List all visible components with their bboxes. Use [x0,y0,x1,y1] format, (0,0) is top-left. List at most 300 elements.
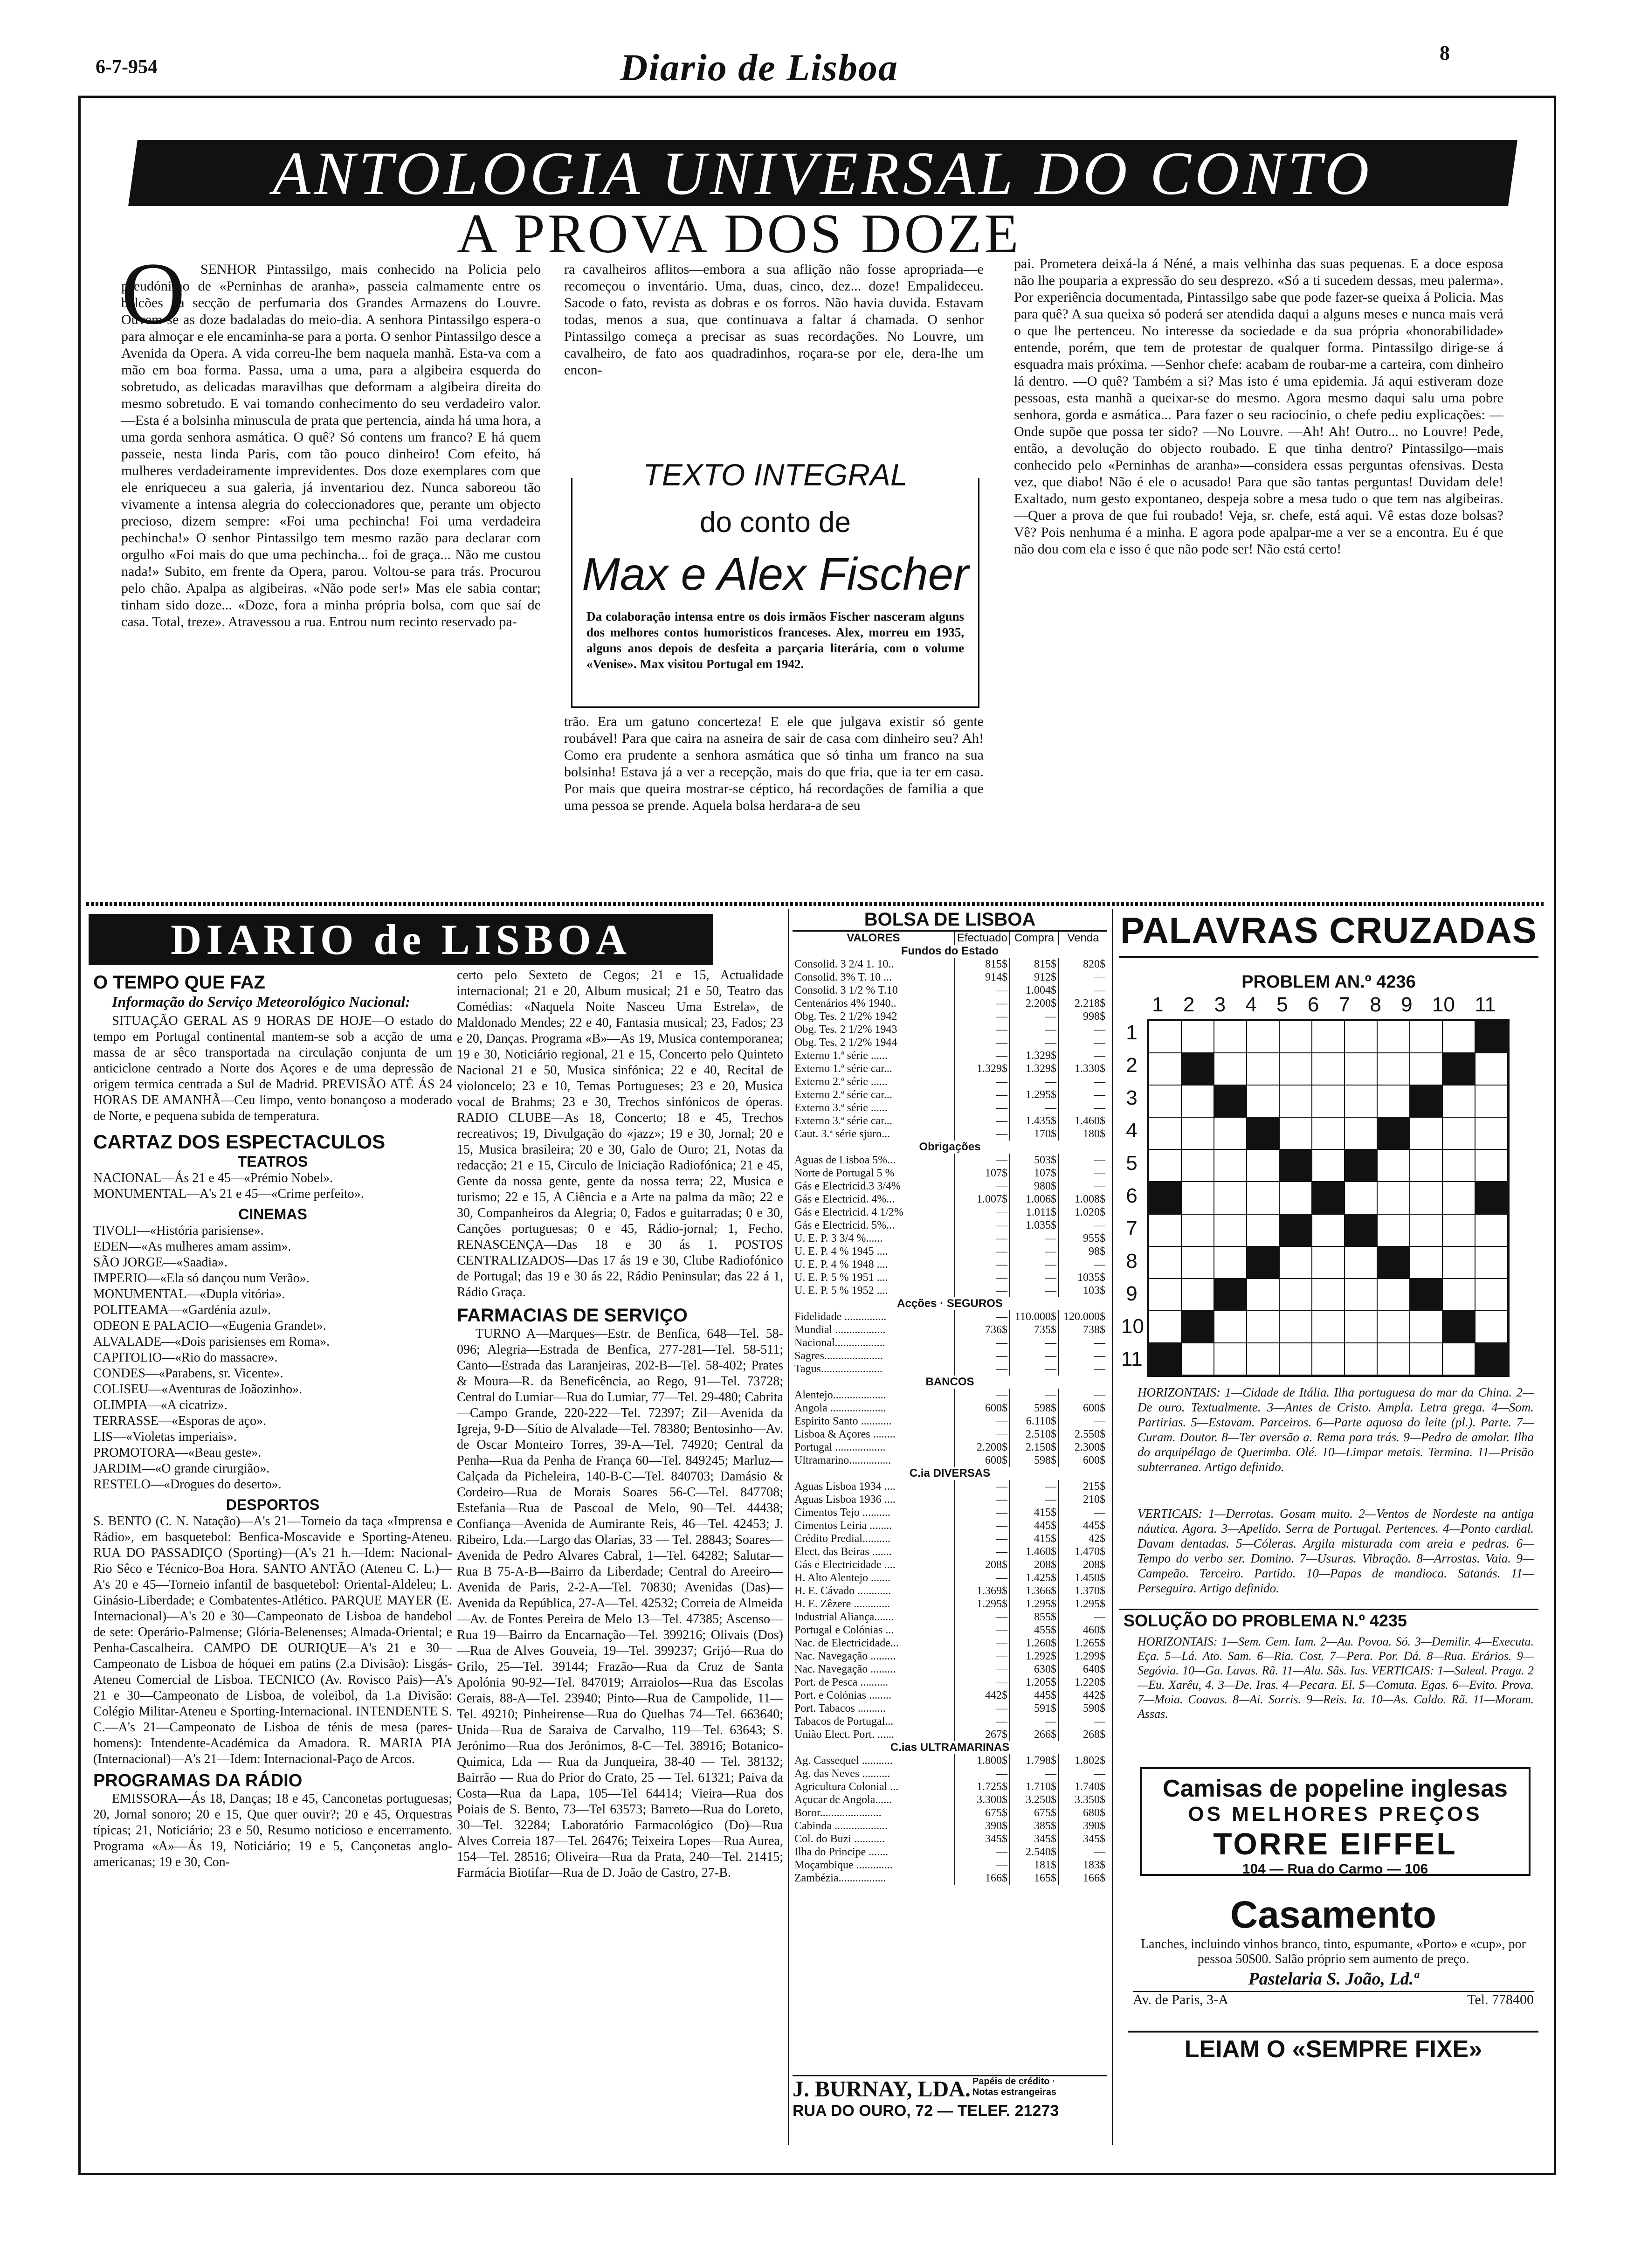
bolsa-price: — [955,1702,1010,1715]
bolsa-row [793,984,1107,997]
crossword-cell[interactable] [1345,1182,1377,1214]
bolsa-price: 208$ [955,1558,1010,1571]
crossword-cell[interactable] [1279,1279,1312,1311]
crossword-cell[interactable] [1312,1117,1345,1149]
cinema-item: EDEN—«As mulheres amam assim». [93,1239,291,1254]
crossword-column-number: 4 [1245,993,1257,1016]
crossword-cell[interactable] [1475,1117,1508,1149]
bolsa-price: — [1059,1049,1107,1062]
crossword-cell[interactable] [1312,1343,1345,1375]
crossword-cell[interactable] [1410,1311,1442,1343]
bolsa-section-name: Fundos do Estado [901,945,999,957]
bolsa-price: 442$ [955,1689,1010,1702]
crossword-cell[interactable] [1279,1246,1312,1279]
crossword-cell[interactable] [1377,1182,1410,1214]
bolsa-row [793,1780,1107,1793]
bolsa-security: Aguas Lisboa 1934 .... [794,1480,896,1493]
crossword-cell[interactable] [1442,1085,1475,1117]
cinema-item: ALVALADE—«Dois parisienses em Roma». [93,1335,330,1349]
crossword-cell[interactable] [1442,1246,1475,1279]
crossword-cell[interactable] [1410,1214,1442,1246]
crossword-black-cell [1442,1053,1475,1085]
bolsa-price: 1035$ [1059,1271,1107,1284]
bolsa-security: Gás e Electricid. 4%... [794,1193,895,1205]
crossword-cell[interactable] [1149,1246,1181,1279]
crossword-cell[interactable] [1377,1343,1410,1375]
crossword-cell[interactable] [1410,1343,1442,1375]
crossword-cell[interactable] [1247,1085,1279,1117]
bolsa-price: 1.295$ [1010,1597,1059,1611]
crossword-cell[interactable] [1475,1053,1508,1085]
bolsa-row [793,1819,1107,1832]
crossword-column-numbers [1142,993,1506,1016]
bolsa-security: Elect. das Beiras ....... [794,1546,892,1558]
crossword-cell[interactable] [1410,1053,1442,1085]
bolsa-price: 503$ [1010,1154,1059,1167]
crossword-cell[interactable] [1247,1311,1279,1343]
bolsa-price: 460$ [1059,1624,1107,1637]
bolsa-row [793,1663,1107,1676]
bolsa-row [793,1558,1107,1571]
crossword-cell[interactable] [1345,1117,1377,1149]
crossword-cell[interactable] [1345,1343,1377,1375]
crossword-cell[interactable] [1377,1279,1410,1311]
bolsa-row [793,1075,1107,1088]
bolsa-security: U. E. P. 5 % 1951 .... [794,1272,888,1284]
crossword-cell[interactable] [1475,1085,1508,1117]
bolsa-price: — [1010,1715,1059,1728]
bolsa-security: Tabacos de Portugal... [794,1715,894,1728]
crossword-cell[interactable] [1247,1182,1279,1214]
crossword-cell[interactable] [1312,1053,1345,1085]
texto-integral-box [571,457,979,708]
crossword-cell[interactable] [1442,1117,1475,1149]
bolsa-price: 166$ [955,1872,1010,1885]
crossword-black-cell [1149,1182,1181,1214]
crossword-cell[interactable] [1475,1279,1508,1311]
crossword-cell[interactable] [1377,1149,1410,1182]
bolsa-security: Espirito Santo ........... [794,1415,892,1427]
bolsa-table [793,932,1107,1885]
crossword-cell[interactable] [1214,1311,1247,1343]
crossword-cell[interactable] [1475,1311,1508,1343]
crossword-cell[interactable] [1247,1343,1279,1375]
crossword-cell[interactable] [1247,1279,1279,1311]
bolsa-price: 1.710$ [1010,1780,1059,1793]
bolsa-price: — [955,1271,1010,1284]
crossword-black-cell [1377,1246,1410,1279]
crossword-black-cell [1247,1246,1279,1279]
crossword-black-cell [1345,1149,1377,1182]
bolsa-row [793,1441,1107,1454]
solution-title: SOLUÇÃO DO PROBLEMA N.º 4235 [1124,1611,1407,1630]
bolsa-row [793,1180,1107,1193]
bolsa-price: — [955,1571,1010,1584]
crossword-cell[interactable] [1279,1021,1312,1053]
bolsa-row [793,1493,1107,1506]
bolsa-price: 1.006$ [1010,1193,1059,1206]
bolsa-price: 1.007$ [955,1193,1010,1206]
bolsa-price: — [955,1180,1010,1193]
bolsa-price: — [1010,1349,1059,1362]
crossword-cell[interactable] [1410,1149,1442,1182]
bolsa-row [793,1545,1107,1558]
crossword-cell[interactable] [1279,1117,1312,1149]
bolsa-price: 680$ [1059,1806,1107,1819]
bolsa-price: 107$ [1010,1167,1059,1180]
crossword-cell[interactable] [1377,1053,1410,1085]
bolsa-price: 215$ [1059,1480,1107,1493]
bolsa-price: — [955,1206,1010,1219]
crossword-cell[interactable] [1149,1279,1181,1311]
bolsa-security: Fidelidade ............... [794,1311,887,1323]
bolsa-security: Centenários 4% 1940.. [794,997,896,1010]
bolsa-row [793,1389,1107,1402]
bolsa-security: Aguas de Lisboa 5%... [794,1154,896,1166]
bolsa-price: 181$ [1010,1859,1059,1872]
crossword-cell[interactable] [1181,1246,1214,1279]
bolsa-price: 183$ [1059,1859,1107,1872]
crossword-black-cell [1442,1311,1475,1343]
bolsa-price: — [955,1362,1010,1376]
crossword-cell[interactable] [1442,1149,1475,1182]
crossword-cell[interactable] [1247,1149,1279,1182]
crossword-cell[interactable] [1410,1021,1442,1053]
bolsa-price: — [955,1624,1010,1637]
bolsa-price: — [955,1219,1010,1232]
bolsa-row [793,1310,1107,1323]
bolsa-row [793,1402,1107,1415]
bolsa-price: — [955,1532,1010,1545]
bolsa-price: 170$ [1010,1127,1059,1141]
crossword-cell[interactable] [1247,1214,1279,1246]
bolsa-security: Moçambique ............. [794,1859,893,1871]
page-number: 8 [1440,41,1450,64]
crossword-cell[interactable] [1345,1053,1377,1085]
crossword-cell[interactable] [1181,1021,1214,1053]
bolsa-row [793,1010,1107,1023]
bolsa-section-row [793,1297,1107,1310]
bolsa-security: Boror...................... [794,1807,882,1819]
bolsa-price: 103$ [1059,1284,1107,1297]
crossword-cell[interactable] [1345,1311,1377,1343]
casamento-address: Av. de Paris, 3-A [1133,1992,1228,2007]
bolsa-price: — [1010,1271,1059,1284]
crossword-cell[interactable] [1247,1021,1279,1053]
bolsa-price: 590$ [1059,1702,1107,1715]
crossword-cell[interactable] [1214,1214,1247,1246]
crossword-cell[interactable] [1181,1117,1214,1149]
crossword-cell[interactable] [1312,1279,1345,1311]
crossword-cell[interactable] [1312,1214,1345,1246]
left-column-a [93,972,452,2129]
bolsa-row [793,1023,1107,1036]
bolsa-price: 3.250$ [1010,1793,1059,1806]
left-column-b [457,968,783,2133]
bolsa-security: Obg. Tes. 2 1/2% 1943 [794,1023,897,1036]
bolsa-section-name: Obrigações [919,1141,981,1153]
bolsa-price: 1.425$ [1010,1571,1059,1584]
crossword-cell[interactable] [1181,1279,1214,1311]
crossword-cell[interactable] [1442,1343,1475,1375]
bolsa-row [793,1284,1107,1297]
bolsa-row [793,1480,1107,1493]
crossword-cell[interactable] [1279,1311,1312,1343]
crossword-cell[interactable] [1181,1214,1214,1246]
section-divider [86,902,1545,906]
crossword-cell[interactable] [1410,1182,1442,1214]
bolsa-row [793,1611,1107,1624]
crossword-cell[interactable] [1345,1246,1377,1279]
bolsa-price: — [955,1336,1010,1349]
bolsa-row [793,1258,1107,1271]
bolsa-security: Externo 1.ª série ...... [794,1050,888,1062]
bolsa-price: 2.200$ [955,1441,1010,1454]
crossword-black-cell [1475,1021,1508,1053]
crossword-problem: PROBLEM AN.º 4236 [1241,972,1416,992]
bolsa-price: 1.008$ [1059,1193,1107,1206]
bolsa-price: — [955,1676,1010,1689]
crossword-cell[interactable] [1475,1149,1508,1182]
crossword-cell[interactable] [1475,1246,1508,1279]
bolsa-price: 815$ [1010,958,1059,971]
burnay-name: J. BURNAY, LDA. [793,2077,971,2102]
bolsa-security: Cimentos Tejo .......... [794,1507,890,1519]
crossword-cell[interactable] [1214,1246,1247,1279]
bolsa-price: 345$ [1059,1832,1107,1846]
camisas-line-3: TORRE EIFFEL [1213,1826,1457,1861]
bolsa-security: Angola .................... [794,1402,886,1414]
crossword-cell[interactable] [1345,1085,1377,1117]
crossword-cell[interactable] [1377,1085,1410,1117]
bolsa-section-name: BANCOS [925,1376,974,1388]
crossword-cell[interactable] [1312,1149,1345,1182]
bolsa-row [793,1715,1107,1728]
bolsa-price: — [1010,1336,1059,1349]
bolsa-price: 1.295$ [1010,1088,1059,1101]
bolsa-price: 600$ [1059,1402,1107,1415]
crossword-column-number: 10 [1432,993,1455,1016]
camisas-line-1: Camisas de popeline inglesas [1163,1775,1508,1802]
bolsa-row [793,971,1107,984]
crossword-cell[interactable] [1181,1149,1214,1182]
box-authors: Max e Alex Fischer [582,548,969,600]
crossword-cell[interactable] [1149,1053,1181,1085]
bolsa-row [793,1728,1107,1741]
bolsa-price: 1.295$ [1059,1597,1107,1611]
crossword-black-cell [1377,1117,1410,1149]
crossword-cell[interactable] [1377,1311,1410,1343]
bolsa-row [793,1637,1107,1650]
bolsa-row [793,1754,1107,1767]
bolsa-row [793,1806,1107,1819]
bolsa-price: 455$ [1010,1624,1059,1637]
crossword-cell[interactable] [1214,1343,1247,1375]
bolsa-row [793,1167,1107,1180]
crossword-cell[interactable] [1214,1182,1247,1214]
crossword-cell[interactable] [1181,1182,1214,1214]
bolsa-price: 1.369$ [955,1584,1010,1597]
issue-date: 6-7-954 [96,56,158,78]
bolsa-price: — [1010,1036,1059,1049]
crossword-row-number: 8 [1126,1250,1138,1272]
bolsa-section-name: C.ias ULTRAMARINAS [890,1741,1010,1754]
bolsa-row [793,1323,1107,1336]
bolsa-row [793,1650,1107,1663]
crossword-cell[interactable] [1312,1311,1345,1343]
crossword-cell[interactable] [1247,1053,1279,1085]
crossword-cell[interactable] [1377,1214,1410,1246]
bolsa-security: Ag. Cassequel ........... [794,1755,893,1767]
crossword-black-cell [1181,1311,1214,1343]
bolsa-price: 600$ [1059,1454,1107,1467]
bolsa-price: 345$ [1010,1832,1059,1846]
bolsa-row [793,1832,1107,1846]
bolsa-row [793,1532,1107,1545]
cinema-item: PROMOTORA—«Beau geste». [93,1445,262,1460]
crossword-cell[interactable] [1312,1246,1345,1279]
bolsa-price: 166$ [1059,1872,1107,1885]
crossword-black-cell [1181,1053,1214,1085]
bolsa-row [793,1154,1107,1167]
crossword-cell[interactable] [1442,1021,1475,1053]
cinema-item: TIVOLI—«História parisiense». [93,1224,264,1238]
crossword-cell[interactable] [1345,1279,1377,1311]
bolsa-security: U. E. P. 5 % 1952 .... [794,1285,888,1297]
bolsa-price: — [955,1389,1010,1402]
crossword-cell[interactable] [1149,1085,1181,1117]
bolsa-security: Zambézia................. [794,1872,886,1884]
teatros-item: MONUMENTAL—A's 21 e 45—«Crime perfeito». [93,1187,364,1201]
bolsa-row [793,1206,1107,1219]
crossword-cell[interactable] [1149,1311,1181,1343]
teatros-item: NACIONAL—Ás 21 e 45—«Prémio Nobel». [93,1171,333,1185]
crossword-row-numbers [1121,1016,1142,1376]
crossword-cell[interactable] [1377,1021,1410,1053]
bolsa-price: — [955,1506,1010,1519]
bolsa-row [793,958,1107,971]
crossword-cell[interactable] [1442,1214,1475,1246]
crossword-cell[interactable] [1279,1343,1312,1375]
crossword-title-rule [1119,956,1538,958]
bolsa-price: — [1059,1088,1107,1101]
bolsa-row [793,1415,1107,1428]
bolsa-price: 600$ [955,1402,1010,1415]
diario-logo [89,914,713,965]
crossword-black-cell [1279,1149,1312,1182]
bolsa-price: 415$ [1010,1532,1059,1545]
bolsa-price: — [1059,1180,1107,1193]
crossword-column-number: 9 [1401,993,1413,1016]
bolsa-row [793,1702,1107,1715]
crossword-cell[interactable] [1279,1182,1312,1214]
bolsa-row [793,1036,1107,1049]
bolsa-section-row [793,1741,1107,1754]
crossword-cell[interactable] [1149,1214,1181,1246]
crossword-cell[interactable] [1442,1182,1475,1214]
crossword-black-cell [1475,1182,1508,1214]
bolsa-price: 1.011$ [1010,1206,1059,1219]
crossword-black-cell [1214,1085,1247,1117]
cartaz-title: CARTAZ DOS ESPECTACULOS [93,1131,386,1153]
crossword-cell[interactable] [1149,1149,1181,1182]
crossword-cell[interactable] [1279,1085,1312,1117]
farmacias-title: FARMACIAS DE SERVIÇO [457,1305,688,1326]
bolsa-price: 107$ [955,1167,1010,1180]
story-column-1: SENHOR Pintassilgo, mais conhecido na Policia pelo pseudónimo de «Perninhas de aranha», passeia calmamente entre os balcões da secção de perfumaria dos Grandes Armazens do Louvre. Ouvem-se as doze badaladas do meio-dia. A senhora Pintassilgo espera-o para almoçar e ele encaminha-se para a porta. O senhor Pintassilgo desce a Avenida da Opera. A vida correu-lhe bem naquela manhã. Esta-va com a mão em boa forma. Passa, uma a uma, para a algibeira esquerda do sobretudo, as delicadas maravilhas que deformam a algibeira direita do mesmo sobretudo. E vai tomando conhecimento do seu verdadeiro valor. —Esta é a bolsinha minuscula de prata que pertencia, ainda há uma hora, a uma gorda senhora asmática. O quê? Só contens um franco? E há quem passeie, nesta linda Paris, com tão pouco dinheiro! Com efeito, há mulheres verdadeiramente imprevidentes. Dos doze exemplares com que ele enriqueceu a sua galeria, já inventariou dez. Nunca saboreou tão vivamente a intensa alegria do coleccionadores que, perante um objecto precioso, dizem sempre: «Foi uma pechincha! Foi uma verdadeira pechincha!» O senhor Pintassilgo tem mesmo razão para declarar com orgulho «Foi mais do que uma pechincha... foi de graça... Não me custou nada!» Subito, em frente da Opera, parou. Voltou-se para trás. Procurou pelo chão. Apalpa as algibeiras. «Não pode ser!» Mas ele sabia contar; tinham sido doze... «Doze, fora a minha própria bolsa, com que saí de casa. Total, treze». Atravessou a rua. Entrou num recinto reservado pa- [121,262,541,629]
bolsa-price: — [955,1767,1010,1780]
bolsa-price: 1.370$ [1059,1584,1107,1597]
bolsa-price: — [1010,1493,1059,1506]
bolsa-price: — [1010,1258,1059,1271]
crossword-cell[interactable] [1475,1214,1508,1246]
crossword-cell[interactable] [1149,1117,1181,1149]
bolsa-price: 2.510$ [1010,1428,1059,1441]
bolsa-security: Consolid. 3 1/2 % T.10 [794,984,898,996]
bolsa-price: — [1059,1154,1107,1167]
bolsa-price: — [955,1245,1010,1258]
crossword-cell[interactable] [1181,1343,1214,1375]
crossword-cell[interactable] [1312,1021,1345,1053]
bolsa-price: 266$ [1010,1728,1059,1741]
cinema-item: LIS—«Violetas imperiais». [93,1430,237,1444]
bolsa-price: — [1010,1284,1059,1297]
bolsa-price: — [1059,1336,1107,1349]
bolsa-row [793,1193,1107,1206]
crossword-black-cell [1279,1214,1312,1246]
crossword-cell[interactable] [1214,1053,1247,1085]
bolsa-row [793,1454,1107,1467]
crossword-cell[interactable] [1442,1279,1475,1311]
crossword-cell[interactable] [1214,1149,1247,1182]
cinema-item: IMPERIO—«Ela só dançou num Verão». [93,1271,310,1286]
bolsa-row [793,1846,1107,1859]
bolsa-price: 42$ [1059,1532,1107,1545]
bolsa-security: Gás e Electricid. 5%... [794,1219,895,1231]
bolsa-price: 1.798$ [1010,1754,1059,1767]
bolsa-price: — [955,1010,1010,1023]
camisas-line-4: 104 — Rua do Carmo — 106 [1242,1861,1428,1877]
bolsa-security: Caut. 3.ª série sjuro... [794,1128,890,1140]
bolsa-price: 110.000$ [1010,1310,1059,1323]
bolsa-price: — [1059,1023,1107,1036]
cinema-item: SÃO JORGE—«Saadia». [93,1255,228,1270]
burnay-footer [793,2075,1107,2132]
crossword-black-cell [1475,1343,1508,1375]
crossword-cell[interactable] [1149,1021,1181,1053]
crossword-cell[interactable] [1214,1117,1247,1149]
bolsa-price: — [955,1049,1010,1062]
casamento-text: Lanches, incluindo vinhos branco, tinto, espumante, «Porto» e «cup», por pessoa 50$00. Salão próprio sem aumento de preço. [1141,1937,1526,1966]
bolsa-security: Gás e Electricid. 4 1/2% [794,1206,903,1218]
crossword-cell[interactable] [1410,1246,1442,1279]
crossword-cell[interactable] [1410,1117,1442,1149]
crossword-cell[interactable] [1345,1021,1377,1053]
bolsa-price: — [1010,1767,1059,1780]
crossword-column-number: 2 [1183,993,1195,1016]
crossword-row-number: 7 [1126,1217,1138,1240]
bolsa-price: — [1059,1219,1107,1232]
bolsa-security: Port. e Colónias ........ [794,1689,891,1701]
crossword-cell[interactable] [1214,1021,1247,1053]
crossword-cell[interactable] [1312,1085,1345,1117]
bolsa-price: — [1059,984,1107,997]
crossword-cell[interactable] [1279,1053,1312,1085]
bolsa-price: 208$ [1059,1558,1107,1571]
bolsa-security: Alentejo................... [794,1389,886,1401]
bolsa-price: 1.802$ [1059,1754,1107,1767]
crossword-cell[interactable] [1181,1085,1214,1117]
